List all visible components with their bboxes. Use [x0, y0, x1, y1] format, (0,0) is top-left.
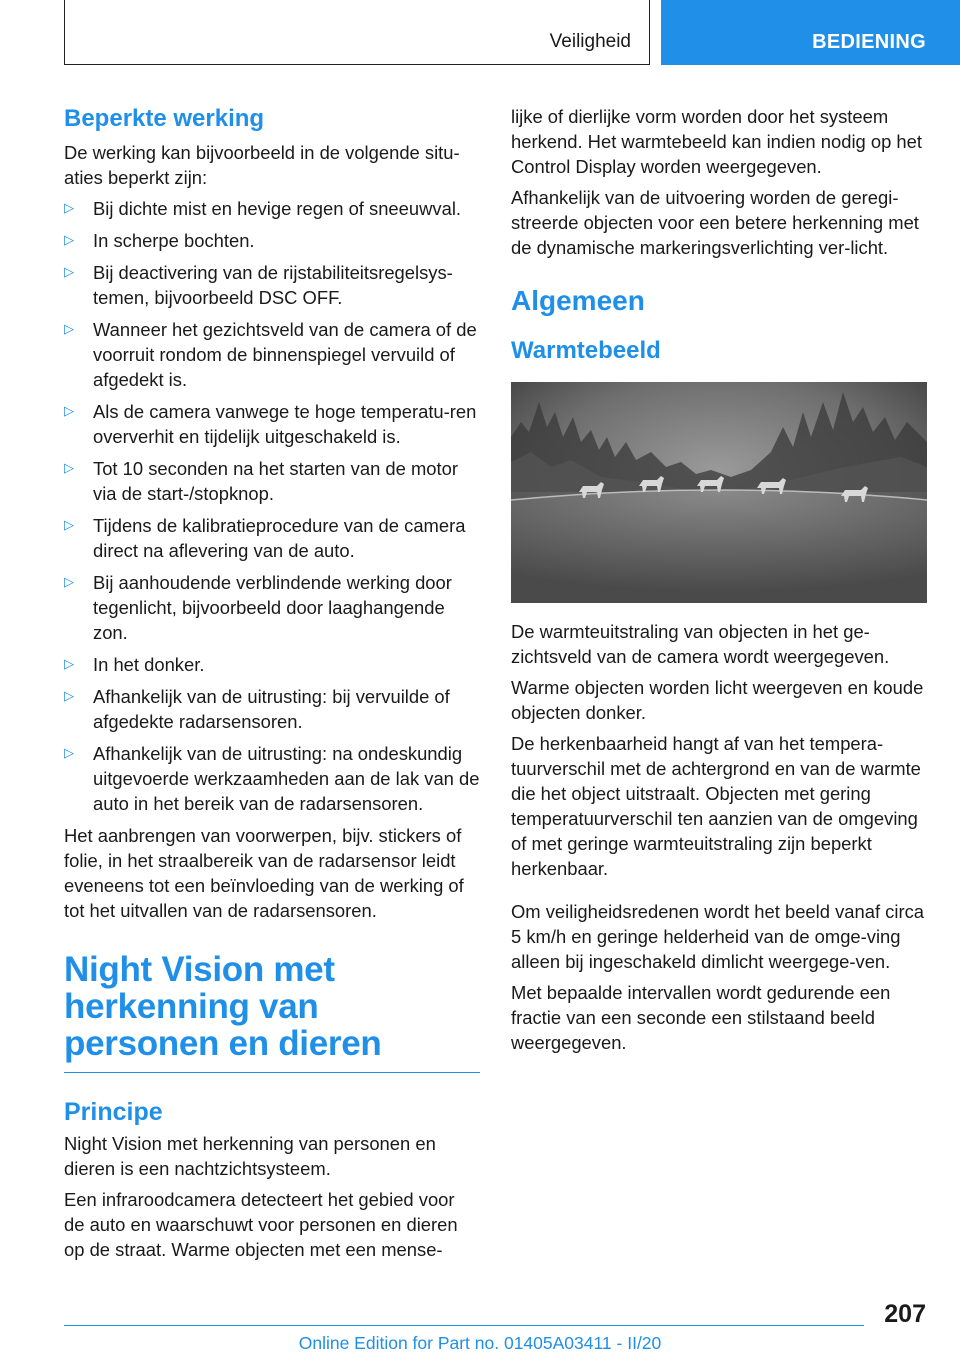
thermal-image-illustration [511, 382, 927, 603]
limited-operation-heading: Beperkte werking [64, 105, 265, 132]
triangle-bullet-icon: ▷ [64, 264, 74, 279]
limited-operation-intro: De werking kan bijvoorbeeld in de volgende situ-aties beperkt zijn: [64, 142, 460, 188]
right-column [511, 104, 931, 1061]
page-number: 207 [884, 1300, 926, 1328]
thermal-paragraph-4: Om veiligheidsredenen wordt het beeld vanaf circa 5 km/h en geringe helderheid van de omge-ving alleen bij ingeschakeld dimlicht weergege-ven. [511, 901, 924, 972]
limitation-list [64, 196, 480, 816]
principle-paragraph-1: Night Vision met herkenning van personen en dieren is een nachtzichtsysteem. [64, 1133, 436, 1179]
thermal-paragraph-2: Warme objecten worden licht weergeven en koude objecten donker. [511, 677, 924, 723]
principle-heading: Principe [64, 1098, 163, 1126]
list-item: ▷ Bij deactivering van de rijstabiliteitsregelsys-temen, bijvoorbeeld DSC OFF. [64, 262, 453, 308]
triangle-bullet-icon: ▷ [64, 200, 74, 215]
list-item: ▷ Bij aanhoudende verblindende werking door tegenlicht, bijvoorbeeld door laaghangende zon. [64, 572, 452, 643]
list-item: ▷ Afhankelijk van de uitrusting: na ondeskundig uitgevoerde werkzaamheden aan de lak van de auto in het bereik van de radarsensoren. [64, 743, 480, 814]
triangle-bullet-icon: ▷ [64, 321, 74, 336]
header-chapter-title: BEDIENING [812, 31, 926, 53]
list-item: ▷ Wanneer het gezichtsveld van de camera of de voorruit rondom de binnenspiegel vervuild of afgedekt is. [64, 319, 477, 390]
list-item: ▷ Bij dichte mist en hevige regen of sneeuwval. [64, 198, 462, 219]
continued-paragraph-2: Afhankelijk van de uitvoering worden de geregi-streerde objecten voor een betere herkenning met de dynamische markeringsverlichting ver-licht. [511, 187, 919, 258]
thermal-paragraph-3: De herkenbaarheid hangt af van het tempera-tuurverschil met de achtergrond en van de warmte die het object uitstraalt. Objecten met gering temperatuurverschil ten aanzien van de omgeving of met geringe warmteuitstraling zijn beperkt herkenbaar. [511, 733, 921, 879]
principle-paragraph-2: Een infraroodcamera detecteert het gebied voor de auto en waarschuwt voor personen en dieren op de straat. Warme objecten met een mense- [64, 1189, 458, 1260]
triangle-bullet-icon: ▷ [64, 460, 74, 475]
thermal-paragraph-5: Met bepaalde intervallen wordt gedurende een fractie van een seconde een stilstaand beeld weergegeven. [511, 982, 891, 1053]
heading-divider [64, 1072, 480, 1073]
thermal-image-heading: Warmtebeeld [511, 337, 661, 364]
footer-divider [64, 1325, 864, 1326]
triangle-bullet-icon: ▷ [64, 656, 74, 671]
list-item: ▷ In het donker. [64, 654, 205, 675]
thermal-paragraph-1: De warmteuitstraling van objecten in het ge-zichtsveld van de camera wordt weergegeven. [511, 621, 890, 667]
triangle-bullet-icon: ▷ [64, 745, 74, 760]
header-chapter-tab [661, 0, 960, 65]
general-heading: Algemeen [511, 285, 645, 316]
triangle-bullet-icon: ▷ [64, 688, 74, 703]
list-item: ▷ Als de camera vanwege te hoge temperatu-ren oververhit en tijdelijk uitgeschakeld is. [64, 401, 477, 447]
night-vision-heading: Night Vision met herkenning van personen en dieren [64, 950, 382, 1063]
list-item: ▷ Tijdens de kalibratieprocedure van de camera direct na aflevering van de auto. [64, 515, 466, 561]
list-item: ▷ Afhankelijk van de uitrusting: bij vervuilde of afgedekte radarsensoren. [64, 686, 450, 732]
continued-paragraph-1: lijke of dierlijke vorm worden door het systeem herkend. Het warmtebeeld kan indien nodig op het Control Display worden weergegeven. [511, 106, 922, 177]
header-section-box [64, 0, 650, 65]
triangle-bullet-icon: ▷ [64, 232, 74, 247]
footer-edition: Online Edition for Part no. 01405A03411 - II/20 [298, 1333, 662, 1353]
left-column [64, 100, 480, 1268]
limited-operation-outro: Het aanbrengen van voorwerpen, bijv. stickers of folie, in het straalbereik van de radarsensor leidt eveneens tot een beïnvloeding van de werking of tot het uitvallen van de radarsensoren. [64, 825, 464, 921]
triangle-bullet-icon: ▷ [64, 517, 74, 532]
list-item: ▷ In scherpe bochten. [64, 230, 255, 251]
header-section-title: Veiligheid [549, 31, 631, 52]
triangle-bullet-icon: ▷ [64, 574, 74, 589]
triangle-bullet-icon: ▷ [64, 403, 74, 418]
list-item: ▷ Tot 10 seconden na het starten van de motor via de start-/stopknop. [64, 458, 458, 504]
